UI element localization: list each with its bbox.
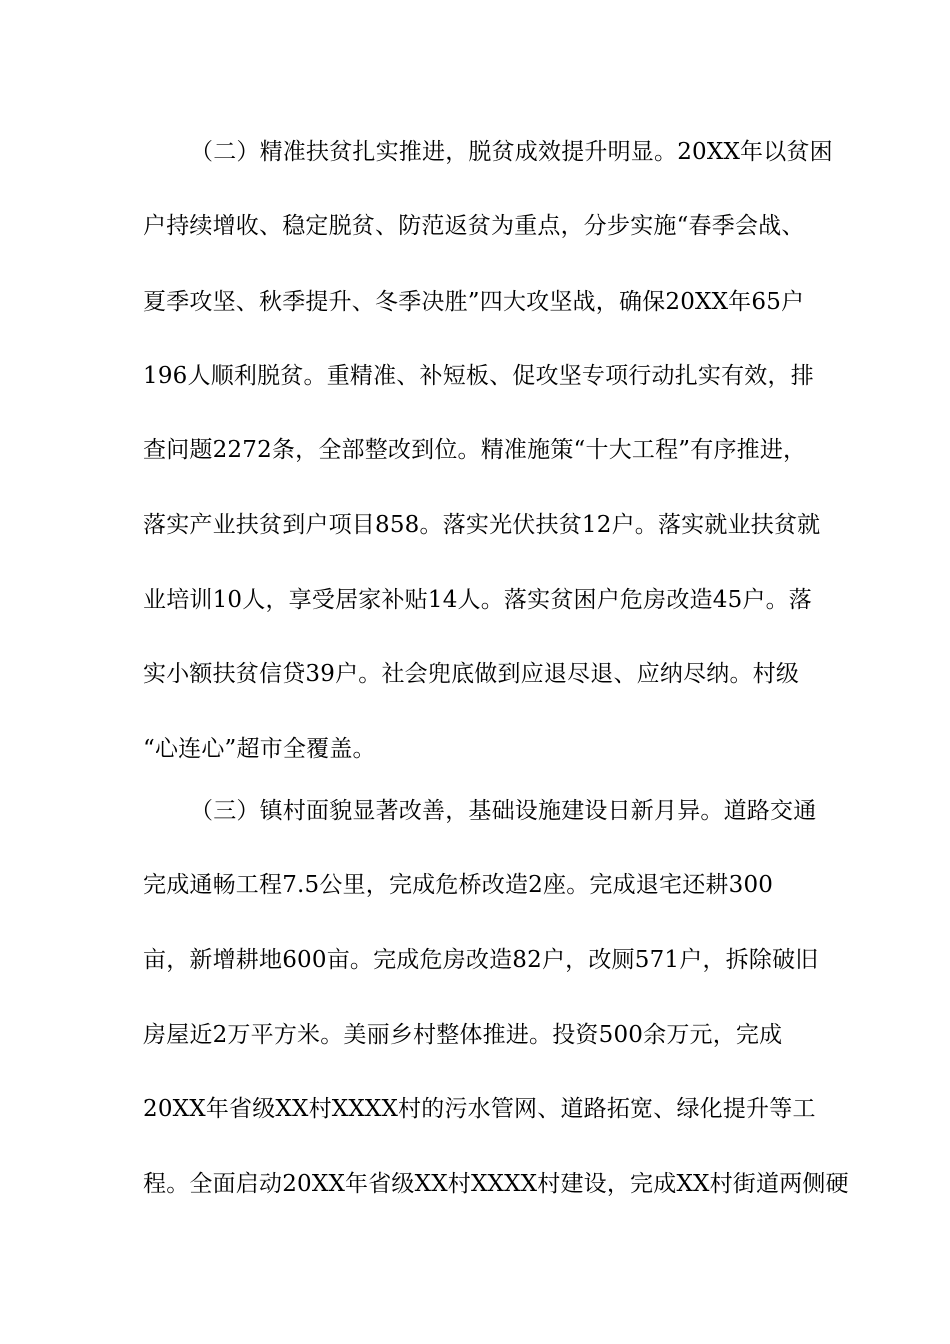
- paragraph-3-line-4: 房屋近2万平方米。美丽乡村整体推进。投资500余万元，完成: [143, 1022, 783, 1048]
- paragraph-3-line-6: 程。全面启动20XX年省级XX村XXXX村建设，完成XX村街道两侧硬: [143, 1171, 849, 1197]
- paragraph-3-line-2: 完成通畅工程7.5公里，完成危桥改造2座。完成退宅还耕300: [143, 872, 774, 898]
- paragraph-2-line-2: 户持续增收、稳定脱贫、防范返贫为重点，分步实施“春季会战、: [143, 213, 805, 239]
- paragraph-2-line-9: “心连心”超市全覆盖。: [143, 736, 376, 762]
- paragraph-2-line-4: 196人顺利脱贫。重精准、补短板、促攻坚专项行动扎实有效，排: [143, 363, 814, 389]
- paragraph-2-line-8: 实小额扶贫信贷39户。社会兜底做到应退尽退、应纳尽纳。村级: [143, 661, 800, 687]
- paragraph-2-line-7: 业培训10人，享受居家补贴14人。落实贫困户危房改造45户。落: [143, 587, 812, 613]
- paragraph-3-line-1: （三）镇村面貌显著改善，基础设施建设日新月异。道路交通: [190, 798, 817, 824]
- paragraph-2-line-3: 夏季攻坚、秋季提升、冬季决胜”四大攻坚战，确保20XX年65户: [143, 289, 805, 315]
- paragraph-2-line-5: 查问题2272条，全部整改到位。精准施策“十大工程”有序推进，: [143, 437, 807, 463]
- paragraph-2-line-6: 落实产业扶贫到户项目858。落实光伏扶贫12户。落实就业扶贫就: [143, 512, 821, 538]
- paragraph-2-line-1: （二）精准扶贫扎实推进，脱贫成效提升明显。20XX年以贫困: [190, 139, 833, 165]
- paragraph-3-line-3: 亩，新增耕地600亩。完成危房改造82户，改厕571户，拆除破旧: [143, 947, 819, 973]
- paragraph-3-line-5: 20XX年省级XX村XXXX村的污水管网、道路拓宽、绿化提升等工: [143, 1096, 816, 1122]
